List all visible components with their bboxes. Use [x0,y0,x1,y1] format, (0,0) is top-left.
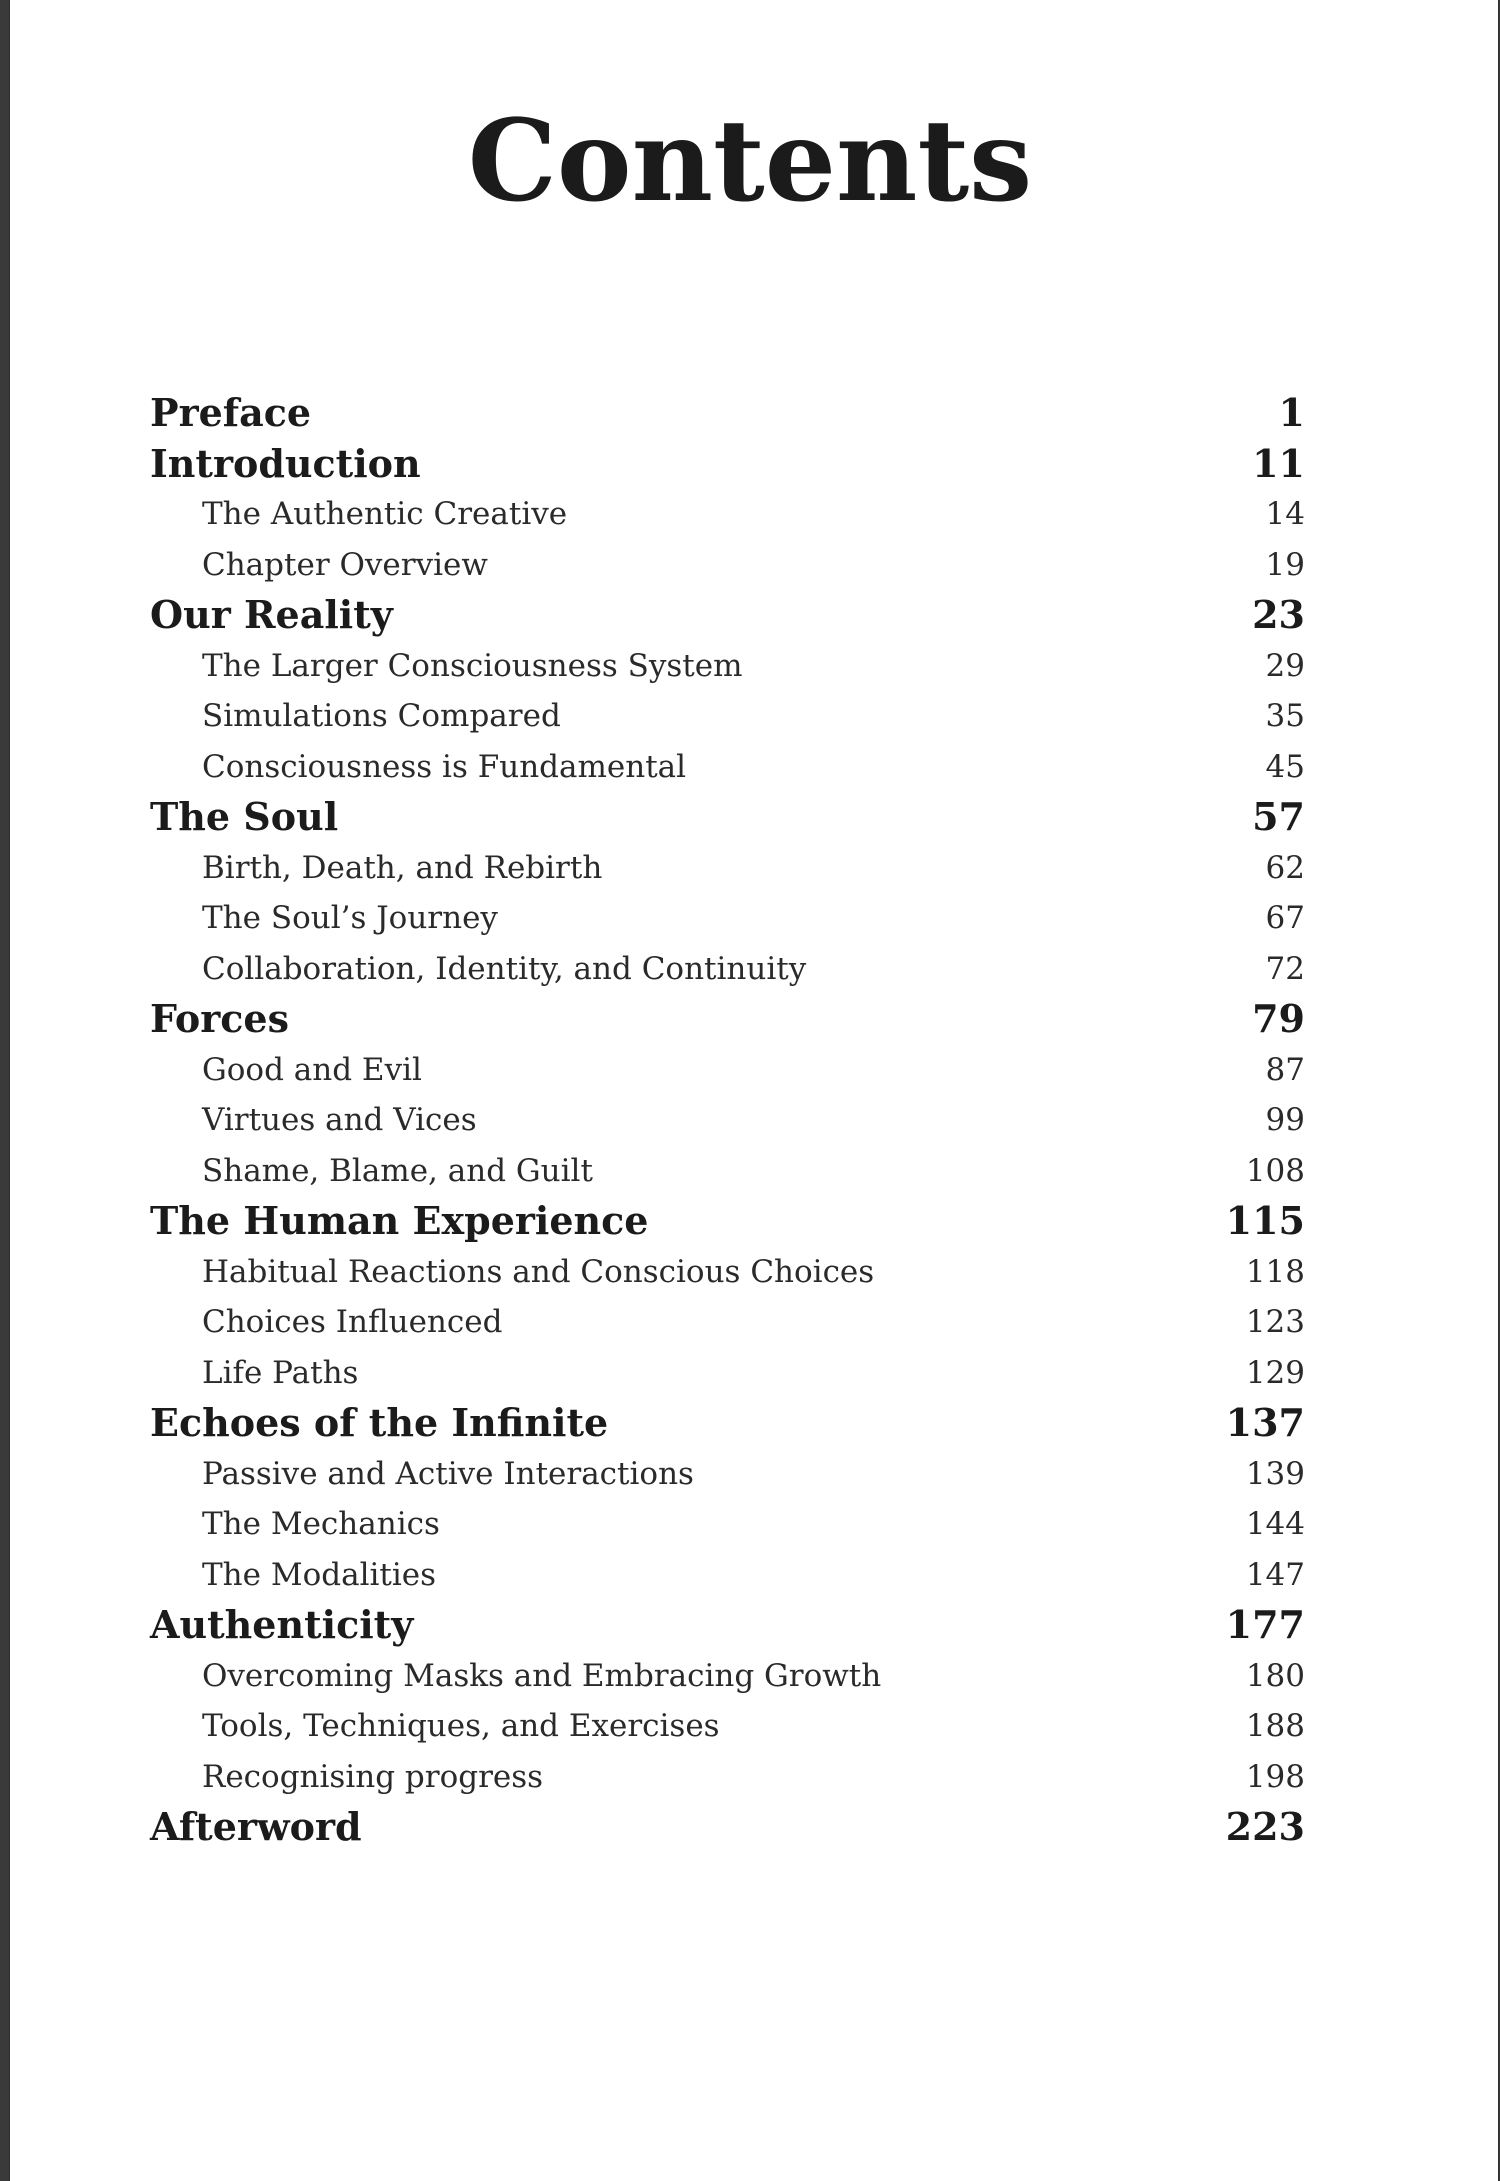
toc-section-entry [150,1247,1305,1298]
toc-entry-page-number: 139 [1245,1455,1305,1492]
toc-entry-page-number: 1 [1278,390,1305,435]
toc-entry-page-number: 144 [1245,1506,1305,1542]
toc-entry-page-number: 79 [1252,996,1305,1041]
toc-section-entry [150,641,1305,692]
toc-chapter-entry [150,590,1305,641]
page-title: Contents [467,96,1033,227]
toc-entry-label: Chapter Overview [202,546,488,583]
toc-entry-label: Consciousness is Fundamental [202,748,687,785]
toc-entry-page-number: 115 [1225,1198,1305,1243]
toc-section-entry [150,742,1305,793]
toc-entry-page-number: 108 [1245,1152,1305,1189]
toc-chapter-entry [150,439,1305,490]
toc-entry-label: Our Reality [150,592,393,637]
toc-entry-label: Authenticity [150,1602,414,1647]
toc-chapter-entry [150,1802,1305,1853]
toc-section-entry [150,1499,1305,1550]
toc-entry-label: Shame, Blame, and Guilt [202,1152,593,1189]
toc-section-entry [150,691,1305,742]
toc-section-entry [150,1045,1305,1096]
toc-entry-page-number: 118 [1245,1253,1305,1290]
toc-entry-label: Habitual Reactions and Conscious Choices [202,1253,875,1290]
toc-section-entry [150,540,1305,591]
toc-entry-page-number: 180 [1245,1657,1305,1694]
toc-entry-page-number: 99 [1265,1102,1305,1138]
toc-entry-label: The Human Experience [150,1198,649,1243]
toc-section-entry [150,1550,1305,1601]
toc-entry-page-number: 35 [1265,698,1305,734]
toc-entry-page-number: 198 [1245,1758,1305,1795]
table-of-contents [150,388,1305,1853]
toc-entry-label: Recognising progress [202,1758,544,1795]
toc-entry-label: Collaboration, Identity, and Continuity [202,950,807,987]
toc-section-entry [150,1095,1305,1146]
toc-entry-label: Passive and Active Interactions [202,1455,694,1492]
toc-section-entry [150,1297,1305,1348]
toc-entry-page-number: 14 [1265,496,1305,532]
toc-entry-page-number: 137 [1225,1400,1305,1445]
toc-section-entry [150,1752,1305,1803]
toc-section-entry [150,893,1305,944]
toc-entry-page-number: 129 [1245,1354,1305,1391]
toc-entry-label: The Authentic Creative [202,496,568,532]
toc-entry-page-number: 62 [1265,849,1305,886]
toc-entry-page-number: 87 [1265,1051,1305,1088]
toc-entry-label: The Mechanics [202,1506,440,1542]
toc-entry-label: Tools, Techniques, and Exercises [202,1708,720,1744]
toc-entry-label: Choices Influenced [202,1304,503,1340]
toc-entry-page-number: 23 [1252,592,1305,637]
toc-entry-label: The Modalities [202,1556,437,1593]
toc-chapter-entry [150,1398,1305,1449]
toc-section-entry [150,489,1305,540]
toc-entry-page-number: 67 [1265,900,1305,936]
toc-entry-label: Echoes of the Infinite [150,1400,609,1445]
toc-entry-page-number: 188 [1245,1708,1305,1744]
toc-entry-label: Afterword [150,1804,362,1849]
toc-entry-label: Introduction [150,440,421,486]
toc-entry-label: Life Paths [202,1354,359,1391]
toc-chapter-entry [150,1600,1305,1651]
toc-entry-page-number: 223 [1225,1804,1305,1849]
toc-entry-label: The Soul [150,794,339,839]
toc-entry-label: Forces [150,996,289,1041]
toc-entry-label: Good and Evil [202,1051,422,1088]
toc-section-entry [150,843,1305,894]
toc-entry-label: The Larger Consciousness System [202,647,743,684]
toc-entry-label: Virtues and Vices [202,1102,477,1138]
toc-chapter-entry [150,792,1305,843]
toc-entry-page-number: 11 [1252,440,1305,486]
toc-section-entry [150,1449,1305,1500]
toc-section-entry [150,1651,1305,1702]
toc-section-entry [150,944,1305,995]
toc-entry-page-number: 29 [1265,647,1305,684]
document-page [10,0,1498,2181]
toc-entry-label: Overcoming Masks and Embracing Growth [202,1657,882,1694]
toc-entry-page-number: 123 [1245,1304,1305,1340]
toc-chapter-entry [150,1196,1305,1247]
toc-entry-label: Simulations Compared [202,698,561,734]
toc-section-entry [150,1146,1305,1197]
toc-section-entry [150,1348,1305,1399]
toc-entry-page-number: 147 [1245,1556,1305,1593]
toc-chapter-entry [150,388,1305,439]
toc-entry-page-number: 72 [1265,950,1305,987]
toc-section-entry [150,1701,1305,1752]
toc-entry-page-number: 19 [1265,546,1305,583]
toc-entry-page-number: 57 [1252,794,1305,839]
toc-entry-label: Birth, Death, and Rebirth [202,849,603,886]
toc-entry-label: Preface [150,390,312,435]
toc-entry-label: The Soul’s Journey [202,900,498,936]
toc-chapter-entry [150,994,1305,1045]
toc-entry-page-number: 177 [1225,1602,1305,1647]
toc-entry-page-number: 45 [1265,748,1305,785]
